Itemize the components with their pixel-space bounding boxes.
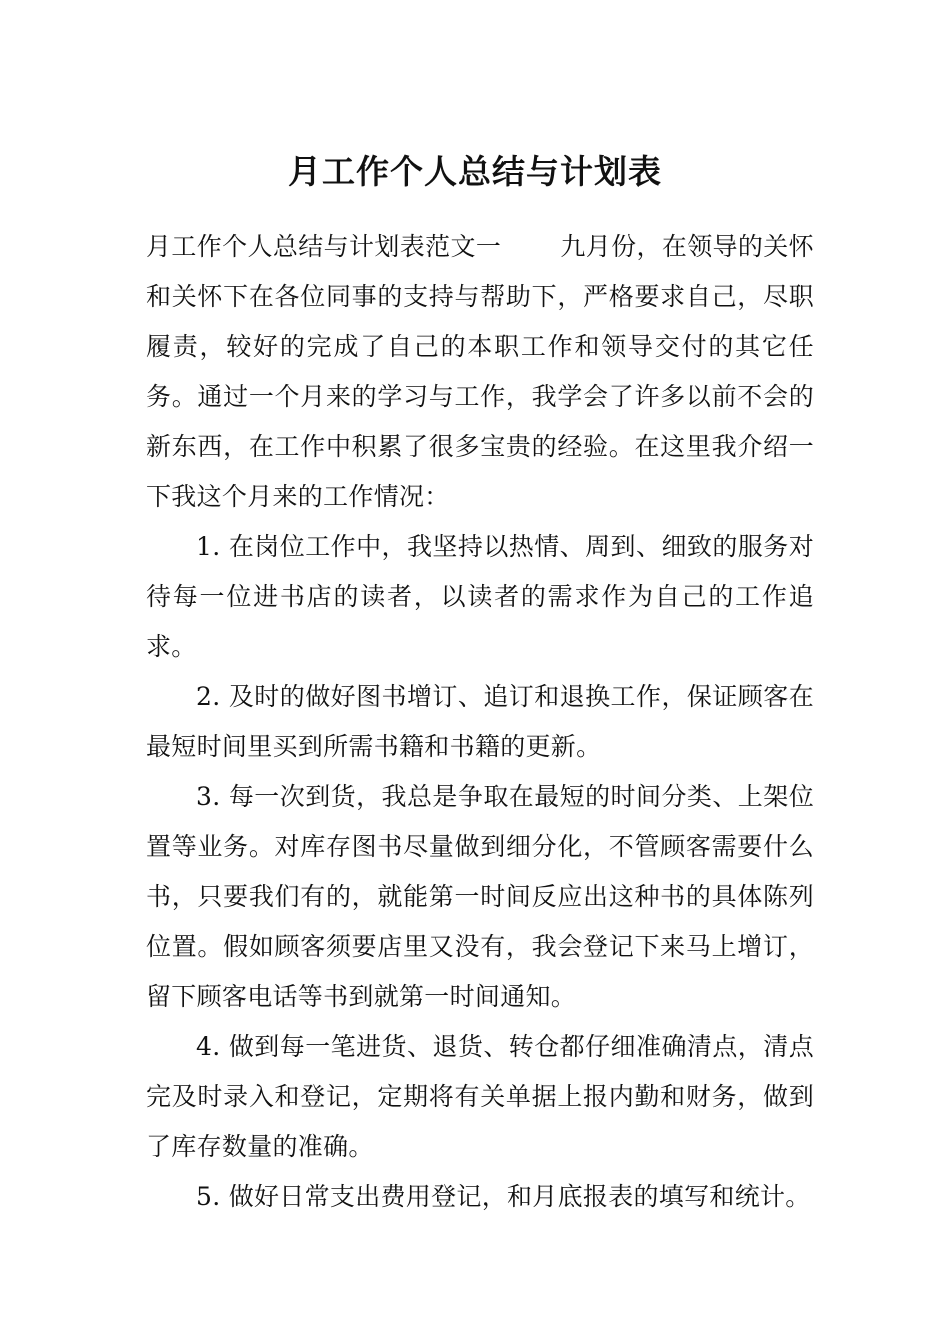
- intro-paragraph: 月工作个人总结与计划表范文一 九月份，在领导的关怀和关怀下在各位同事的支持与帮助下，严格要求自己，尽职履责，较好的完成了自己的本职工作和领导交付的其它任务。通过一个月来的学习与工作，我学会了许多以前不会的新东西，在工作中积累了很多宝贵的经验。在这里我介绍一下我这个月来的工作情况：: [146, 232, 814, 511]
- list-item: 4. 做到每一笔进货、退货、转仓都仔细准确清点，清点完及时录入和登记，定期将有关单据上报内勤和财务，做到了库存数量的准确。: [146, 1032, 814, 1161]
- list-item: 2. 及时的做好图书增订、追订和退换工作，保证顾客在最短时间里买到所需书籍和书籍的更新。: [146, 682, 814, 761]
- list-item: 1. 在岗位工作中，我坚持以热情、周到、细致的服务对待每一位进书店的读者，以读者的需求作为自己的工作追求。: [146, 532, 814, 661]
- document-body: [146, 222, 814, 1222]
- list-item: 3. 每一次到货，我总是争取在最短的时间分类、上架位置等业务。对库存图书尽量做到细分化，不管顾客需要什么书，只要我们有的，就能第一时间反应出这种书的具体陈列位置。假如顾客须要店里又没有，我会登记下来马上增订，留下顾客电话等书到就第一时间通知。: [146, 782, 814, 1011]
- document-title: 月工作个人总结与计划表: [288, 152, 662, 192]
- list-item: 5. 做好日常支出费用登记，和月底报表的填写和统计。: [196, 1182, 811, 1211]
